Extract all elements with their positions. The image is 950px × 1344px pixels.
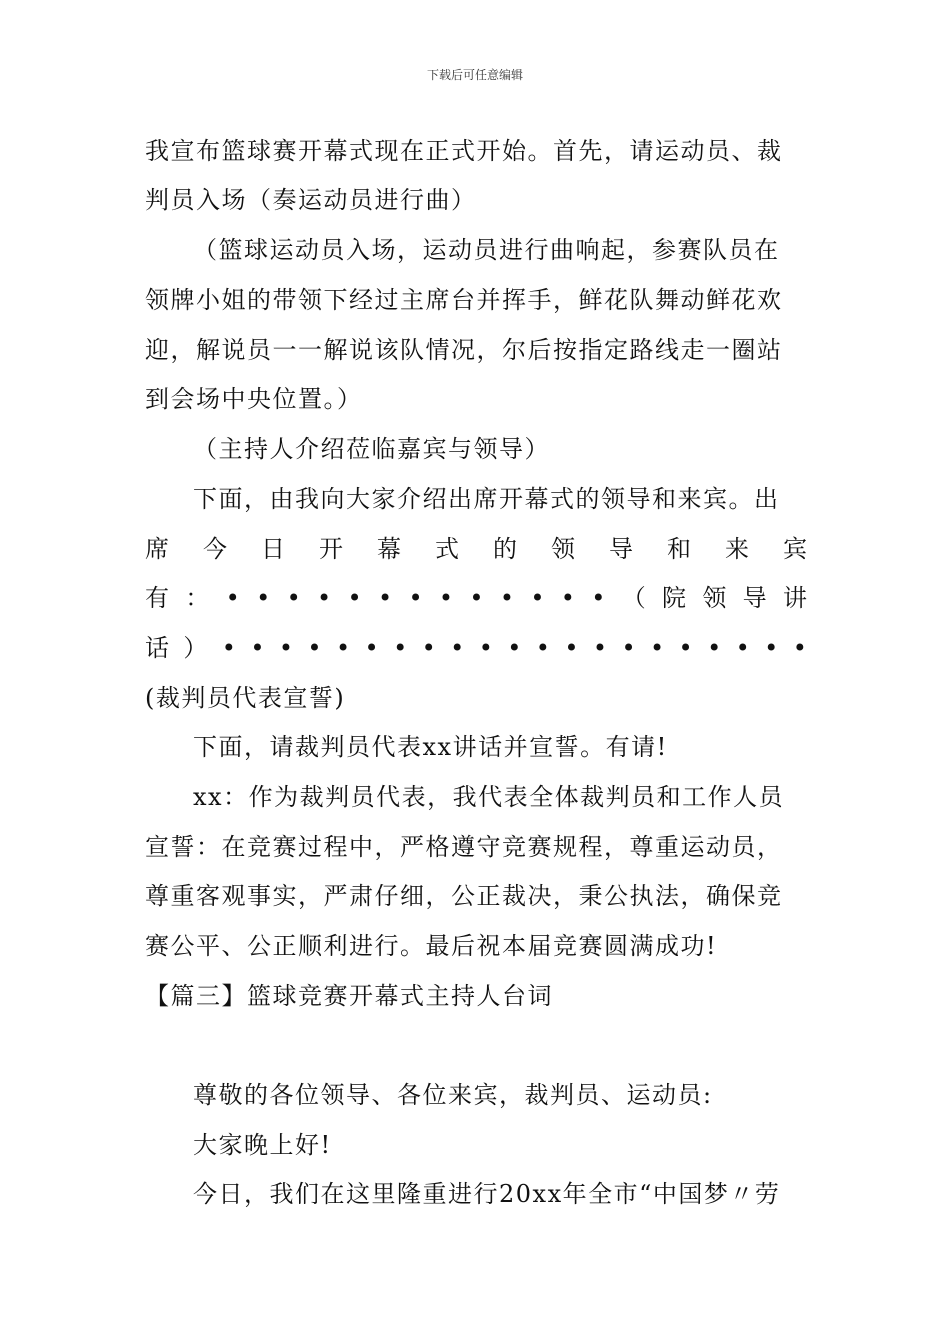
paragraph-line: （主持人介绍莅临嘉宾与领导） bbox=[193, 435, 550, 463]
glyph: 日 bbox=[261, 535, 285, 563]
glyph: 来 bbox=[725, 535, 749, 563]
paragraph-line: 今日，我们在这里隆重进行20xx年全市“中国梦〃劳 bbox=[193, 1180, 781, 1208]
glyph: • bbox=[335, 634, 351, 662]
glyph: • bbox=[592, 634, 608, 662]
glyph: • bbox=[564, 634, 579, 662]
glyph: 院 bbox=[662, 584, 687, 612]
glyph: • bbox=[278, 634, 294, 662]
glyph: 导 bbox=[609, 535, 633, 563]
paragraph-line: 尊敬的各位领导、各位来宾，裁判员、运动员: bbox=[193, 1081, 713, 1109]
glyph: • bbox=[621, 634, 636, 662]
paragraph-line: 下面，请裁判员代表xx讲话并宣誓。有请! bbox=[193, 733, 668, 761]
glyph: • bbox=[535, 634, 550, 662]
glyph: • bbox=[707, 634, 722, 662]
paragraph-line: 大家晚上好! bbox=[193, 1131, 332, 1159]
glyph: • bbox=[307, 634, 322, 662]
glyph: 今 bbox=[203, 535, 227, 563]
glyph: • bbox=[478, 634, 493, 662]
glyph: • bbox=[364, 634, 379, 662]
glyph: • bbox=[225, 584, 240, 612]
glyph: • bbox=[438, 584, 454, 612]
glyph: 式 bbox=[435, 535, 459, 563]
glyph: • bbox=[221, 634, 236, 662]
section-heading: 【篇三】篮球竞赛开幕式主持人台词 bbox=[145, 982, 553, 1010]
glyph: 导 bbox=[742, 584, 767, 612]
glyph: 和 bbox=[667, 535, 691, 563]
paragraph-line: 迎，解说员一一解说该队情况，尔后按指定路线走一圈站 bbox=[145, 336, 783, 364]
glyph: • bbox=[591, 584, 606, 612]
glyph: • bbox=[408, 584, 423, 612]
spread-line-guests bbox=[145, 532, 807, 566]
glyph: • bbox=[678, 634, 693, 662]
spread-line-speech bbox=[145, 631, 807, 665]
glyph: 开 bbox=[319, 535, 343, 563]
glyph: • bbox=[792, 634, 807, 662]
paragraph-line: 到会场中央位置。） bbox=[145, 385, 363, 413]
glyph: • bbox=[499, 584, 514, 612]
glyph: • bbox=[530, 584, 545, 612]
glyph: • bbox=[347, 584, 362, 612]
glyph: • bbox=[256, 584, 271, 612]
glyph: • bbox=[286, 584, 301, 612]
paragraph-line: 下面，由我向大家介绍出席开幕式的领导和来宾。出 bbox=[193, 485, 780, 513]
glyph: 领 bbox=[702, 584, 727, 612]
glyph: 领 bbox=[551, 535, 575, 563]
glyph: 有 bbox=[145, 584, 169, 612]
glyph: 的 bbox=[493, 535, 517, 563]
paragraph-line: 宣誓：在竞赛过程中，严格遵守竞赛规程，尊重运动员， bbox=[145, 833, 783, 861]
page-header: 下载后可任意编辑 bbox=[426, 68, 523, 82]
paragraph-line: 我宣布篮球赛开幕式现在正式开始。首先，请运动员、裁 bbox=[145, 137, 783, 165]
paragraph-line: 领牌小姐的带领下经过主席台并挥手，鲜花队舞动鲜花欢 bbox=[145, 286, 783, 314]
glyph: 席 bbox=[145, 535, 169, 563]
glyph: 幕 bbox=[377, 535, 401, 563]
glyph: • bbox=[250, 634, 265, 662]
glyph: ： bbox=[185, 584, 210, 612]
glyph: • bbox=[450, 634, 465, 662]
paragraph-line: (裁判员代表宣誓) bbox=[145, 684, 346, 712]
glyph: • bbox=[649, 634, 665, 662]
glyph: • bbox=[764, 634, 779, 662]
glyph: 话 bbox=[145, 634, 169, 662]
glyph: 讲 bbox=[782, 584, 807, 612]
paragraph-line: （篮球运动员入场，运动员进行曲响起，参赛队员在 bbox=[193, 236, 780, 264]
glyph: • bbox=[393, 634, 408, 662]
paragraph-line: xx：作为裁判员代表，我代表全体裁判员和工作人员 bbox=[193, 783, 785, 811]
glyph: • bbox=[469, 584, 484, 612]
glyph: • bbox=[317, 584, 332, 612]
glyph: • bbox=[560, 584, 575, 612]
glyph: 宾 bbox=[783, 535, 807, 563]
glyph: （ bbox=[621, 584, 646, 612]
glyph: • bbox=[421, 634, 436, 662]
glyph: • bbox=[735, 634, 750, 662]
paragraph-line: 赛公平、公正顺利进行。最后祝本届竞赛圆满成功! bbox=[145, 932, 718, 960]
glyph: • bbox=[507, 634, 522, 662]
paragraph-line: 判员入场（奏运动员进行曲） bbox=[145, 186, 477, 214]
glyph: • bbox=[377, 584, 393, 612]
paragraph-line: 尊重客观事实，严肃仔细，公正裁决，秉公执法，确保竞 bbox=[145, 882, 783, 910]
spread-line-have bbox=[145, 581, 807, 615]
glyph: ） bbox=[183, 634, 208, 662]
